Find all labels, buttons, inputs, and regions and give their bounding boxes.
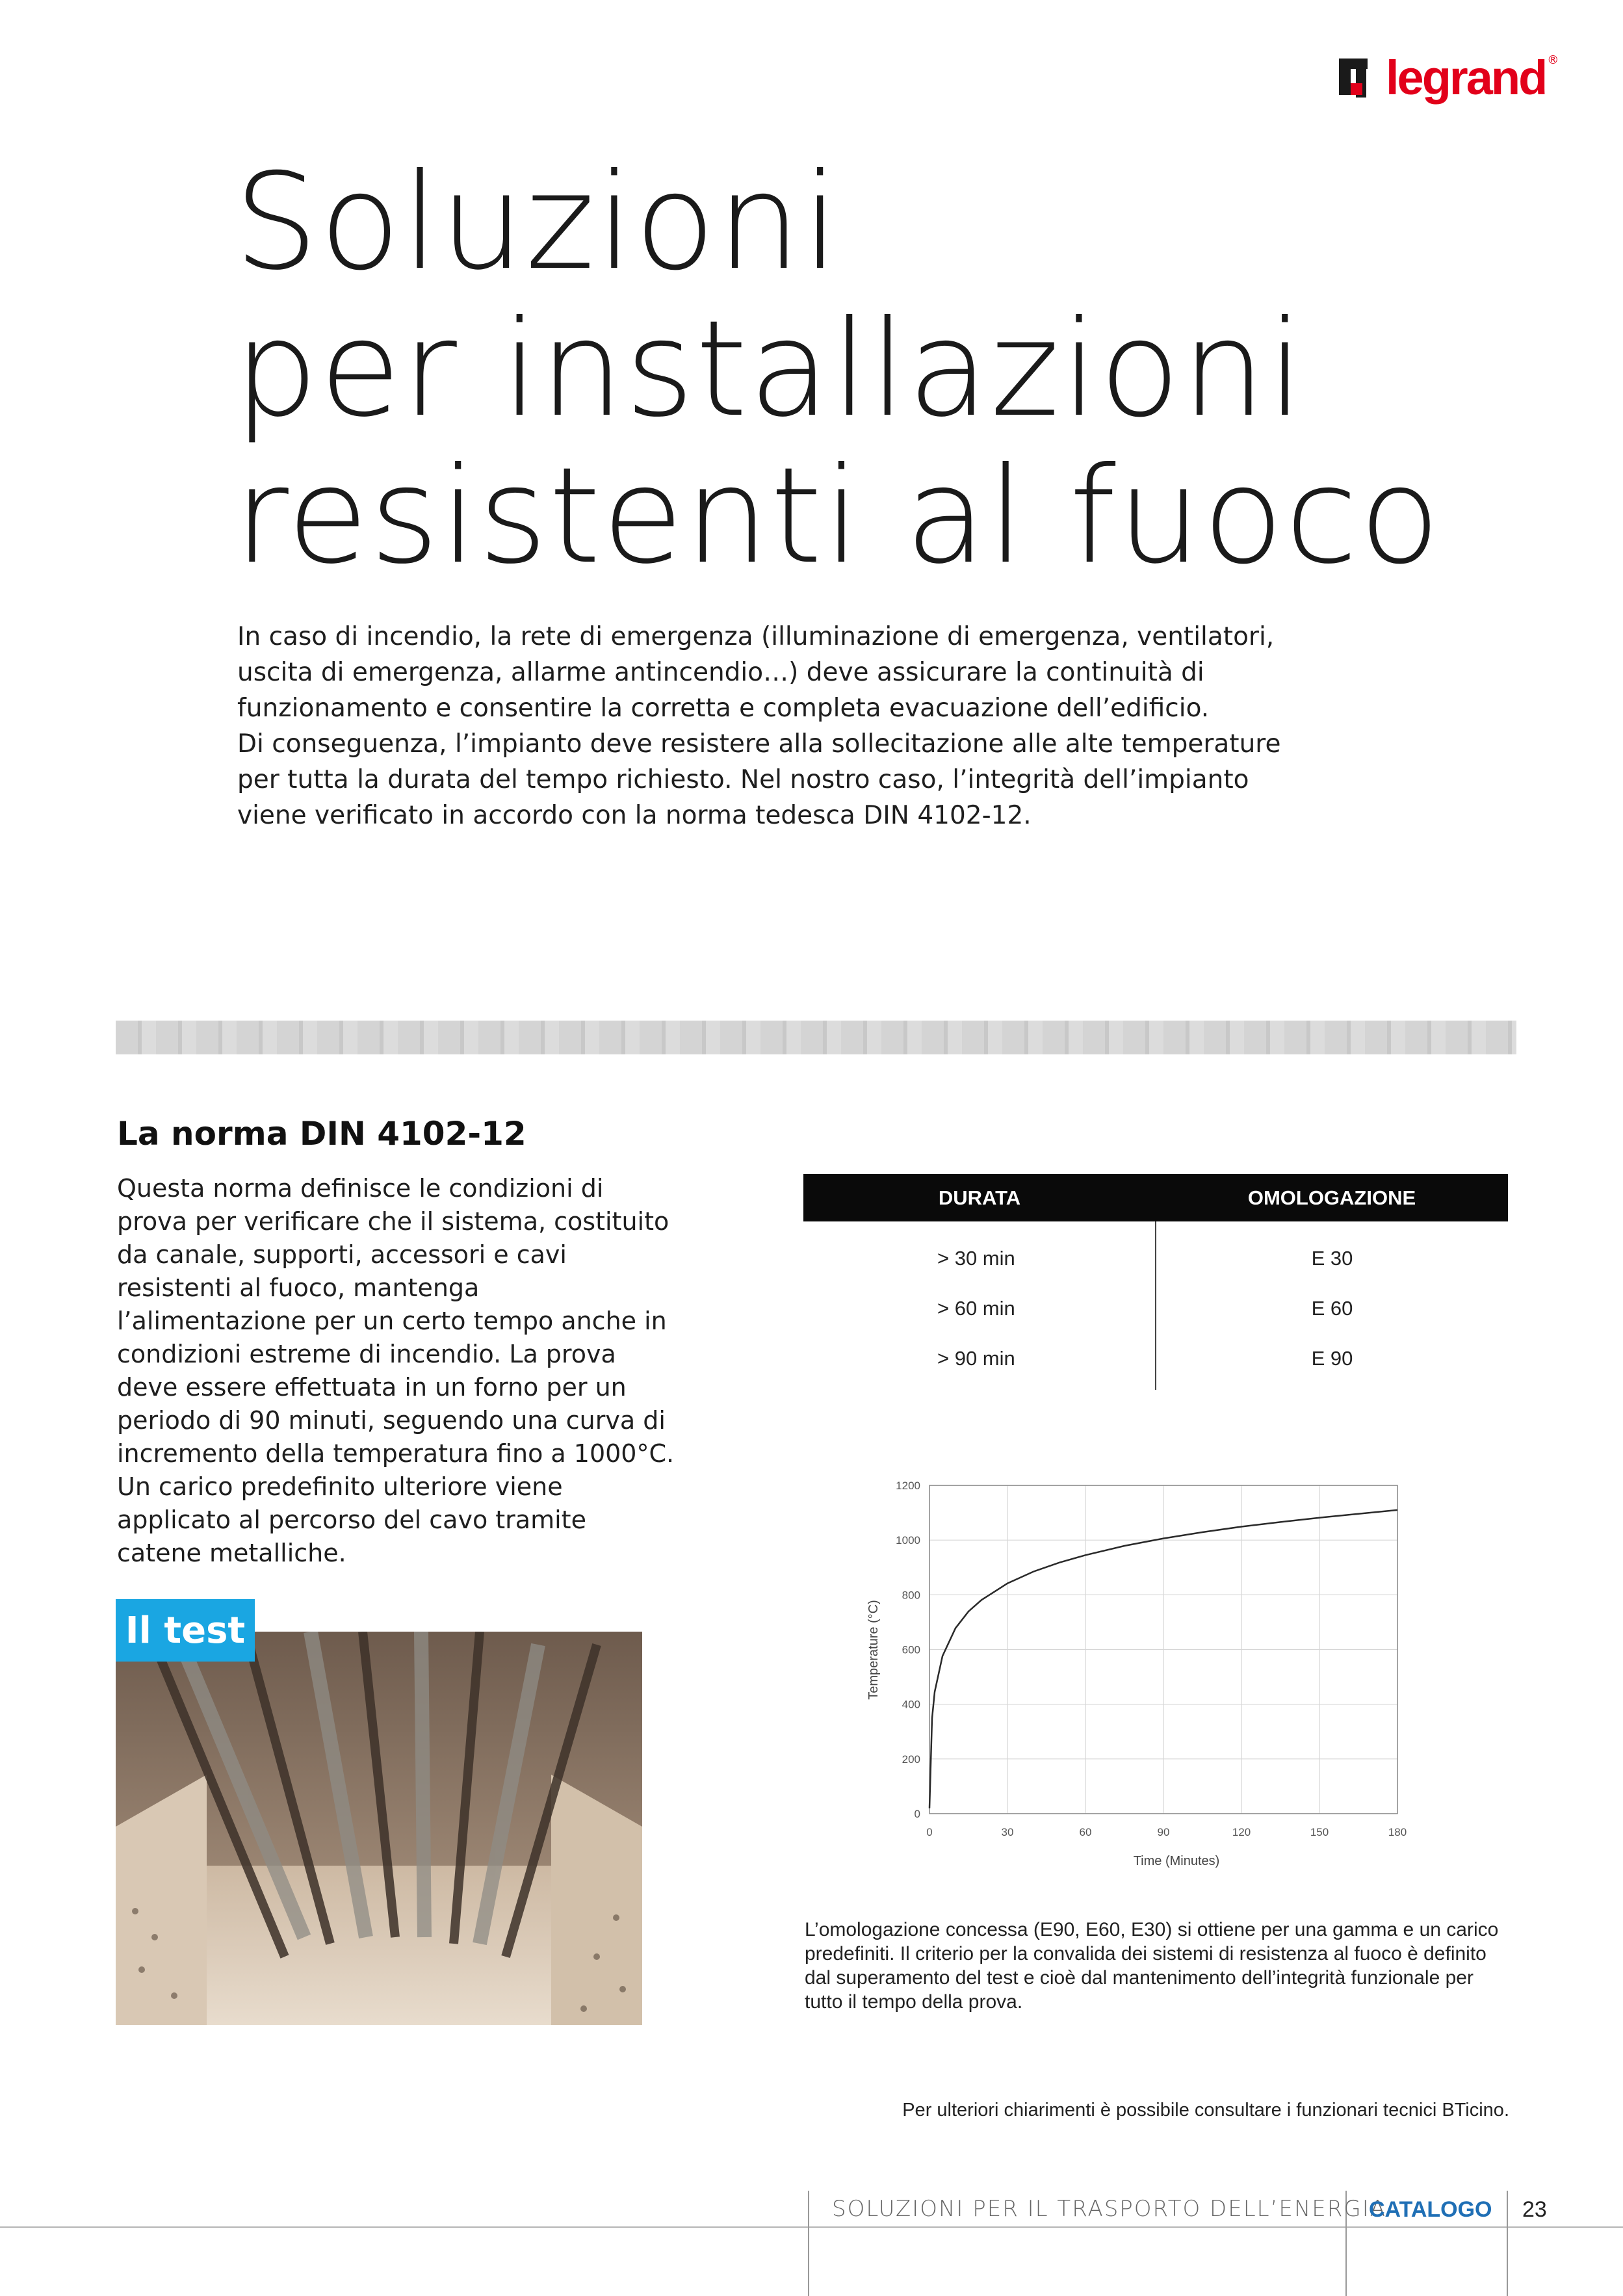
title-line: Soluzioni [234, 146, 840, 300]
chart-y-tick-label: 0 [914, 1808, 920, 1820]
section-divider-bar [116, 1021, 1516, 1054]
footer-divider [1507, 2191, 1508, 2296]
chart-y-tick-label: 200 [902, 1753, 920, 1766]
chart-x-axis-label: Time (Minutes) [1133, 1854, 1220, 1868]
chart-x-tick-label: 90 [1157, 1826, 1170, 1838]
title-line: per installazioni [234, 293, 1305, 447]
footer-divider [808, 2191, 809, 2296]
intro-paragraph: In caso di incendio, la rete di emergenza (illuminazione di emergenza, ventilatori, uscita di emergenza, allarme antincendio…) deve assicurare la continuità di funzionamento e consentire la corretta e completa evacuazione dell’edificio. [237, 622, 1275, 723]
registered-mark: ® [1547, 53, 1559, 67]
table-header [803, 1174, 1508, 1221]
intro-text [237, 619, 1303, 833]
chart-caption: L’omologazione concessa (E90, E60, E30) si ottiene per una gamma e un carico predefiniti. Il criterio per la convalida dei sistemi di resistenza al fuoco è definito dal superamento del test e cioè dal mantenimento dell’integrità funzionale per tutto il tempo della prova. [805, 1919, 1499, 2013]
chart-y-tick-label: 600 [902, 1643, 920, 1656]
footer-rule [0, 2226, 1623, 2228]
rating-table [803, 1174, 1508, 1390]
section-body: Questa norma definisce le condizioni di prova per verificare che il sistema, costituito da canale, supporti, accessori e cavi resistenti al fuoco, mantenga l’alimentazione per un certo tempo anche in condizioni estreme di incendio. La prova deve essere effettuata in un forno per un periodo di 90 minuti, seguendo una curva di incremento della temperatura fino a 1000°C. Un carico predefinito ulteriore viene applicato al percorso del cavo tramite catene metalliche. [117, 1174, 675, 1567]
chart-y-tick-label: 1000 [896, 1534, 920, 1547]
chart-y-tick-label: 800 [902, 1589, 920, 1602]
section-heading: La norma DIN 4102-12 [117, 1115, 526, 1153]
chart-x-tick-label: 30 [1001, 1826, 1014, 1838]
chart-x-tick-label: 150 [1310, 1826, 1329, 1838]
footer-section-title: SOLUZIONI PER IL TRASPORTO DELL’ENERGIA [832, 2196, 1387, 2222]
intro-paragraph: Di conseguenza, l’impianto deve resistere alla sollecitazione alle alte temperature per tutta la durata del tempo richiesto. Nel nostro caso, l’integrità dell’impianto viene verificato in accordo con la norma tedesca DIN 4102-12. [237, 729, 1281, 830]
chart-x-tick-label: 180 [1388, 1826, 1407, 1838]
chart-y-tick-label: 400 [902, 1698, 920, 1711]
brand-name: legrand [1386, 51, 1546, 105]
table-cell: > 90 min [937, 1347, 1015, 1370]
table-header-rating: OMOLOGAZIONE [1247, 1186, 1416, 1209]
table-cell: > 30 min [937, 1247, 1015, 1270]
table-cell: > 60 min [937, 1297, 1015, 1320]
title-line: resistenti al fuoco [234, 439, 1442, 594]
table-cell: E 60 [1311, 1297, 1353, 1320]
rating-column [1156, 1221, 1508, 1390]
footer-catalog-label: CATALOGO [1369, 2197, 1492, 2222]
table-cell: E 90 [1311, 1347, 1353, 1370]
chart-x-tick-label: 60 [1079, 1826, 1092, 1838]
test-photo [116, 1632, 642, 2025]
chart-x-tick-label: 120 [1232, 1826, 1251, 1838]
duration-column [803, 1221, 1156, 1390]
legrand-logo-icon [1339, 59, 1378, 98]
page-number: 23 [1522, 2197, 1547, 2222]
contact-note: Per ulteriori chiarimenti è possibile consultare i funzionari tecnici BTicino. [902, 2100, 1509, 2120]
temperature-chart [858, 1459, 1443, 1882]
chart-y-axis-label: Temperature (°C) [866, 1600, 881, 1700]
table-header-duration: DURATA [938, 1186, 1021, 1209]
furnace-image [116, 1632, 642, 2025]
chart-x-tick-label: 0 [926, 1826, 933, 1838]
page-title [234, 146, 1534, 594]
table-cell: E 30 [1311, 1247, 1353, 1270]
brand-logo [1339, 52, 1559, 104]
chart-y-tick-label: 1200 [896, 1480, 920, 1492]
test-badge: Il test [116, 1599, 255, 1662]
